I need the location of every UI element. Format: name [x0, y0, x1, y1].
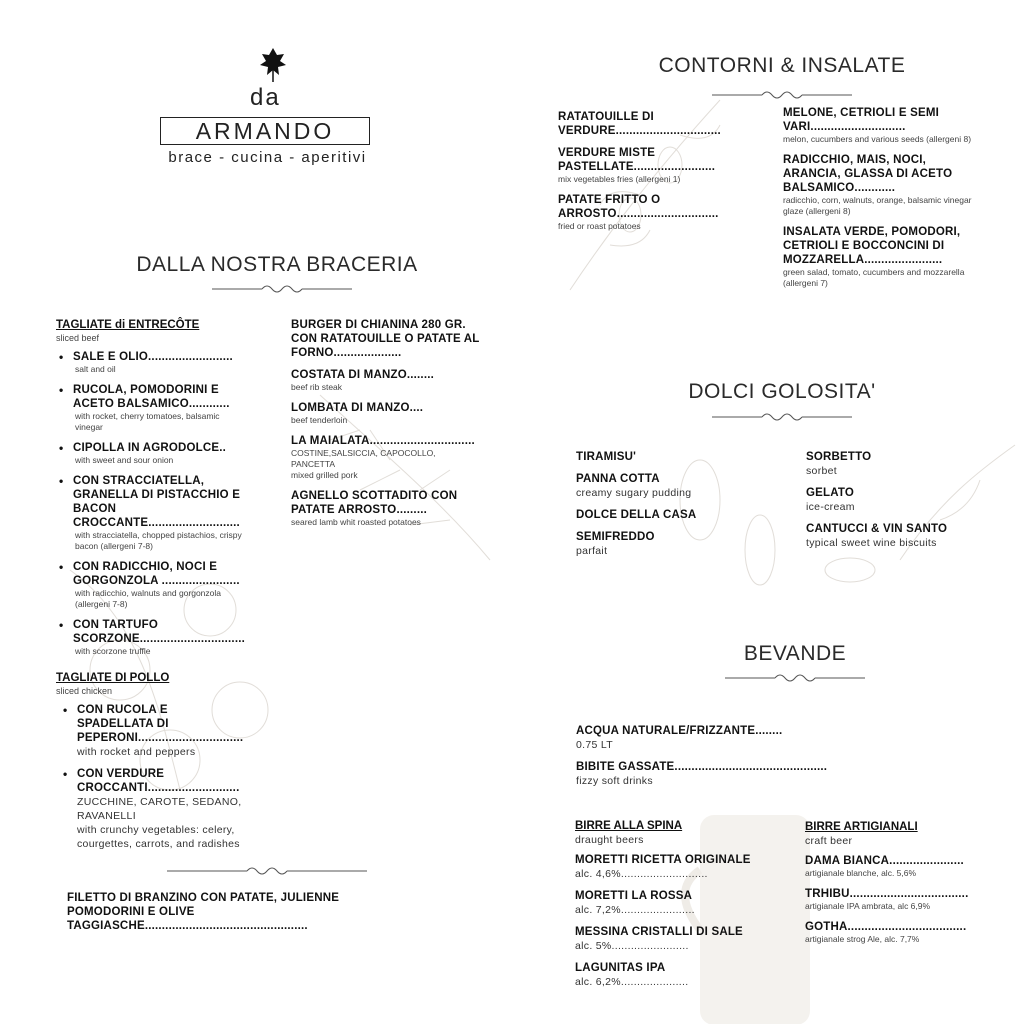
menu-item-description: green salad, tomato, cucumbers and mozzarella (allergeni 7): [783, 267, 965, 288]
menu-item-name: • CIPOLLA IN AGRODOLCE..: [73, 442, 227, 454]
menu-item-description: alc. 4,6%...........................: [575, 868, 708, 880]
menu-item-description: with sweet and sour onion: [75, 455, 174, 465]
pollo-sub: sliced chicken: [56, 686, 113, 696]
menu-item: [56, 441, 246, 466]
menu-item: [291, 434, 481, 481]
menu-item: [56, 560, 246, 610]
menu-item-description: creamy sugary pudding: [576, 487, 692, 499]
menu-item-name: COSTATA DI MANZO........: [291, 369, 435, 381]
menu-item: [806, 450, 996, 478]
menu-item-description: with rocket and peppers: [77, 746, 196, 758]
menu-item: [576, 530, 766, 558]
menu-item-name: • SALE E OLIO.........................: [73, 351, 233, 363]
menu-item: [575, 853, 775, 881]
ornament-divider: [712, 411, 852, 423]
menu-item: [806, 486, 996, 514]
ornament-divider: [712, 89, 852, 101]
menu-item: [575, 925, 775, 953]
artigianali-header: BIRRE ARTIGIANALI: [805, 821, 918, 833]
entrecote-list: [56, 350, 246, 657]
menu-item-description: alc. 5%........................: [575, 940, 689, 952]
menu-item: [576, 724, 836, 752]
menu-item-name: • CON RADICCHIO, NOCI E GORGONZOLA .......................: [73, 561, 240, 587]
menu-item-name: PANNA COTTA: [576, 473, 660, 485]
ornament-divider: [167, 865, 367, 877]
menu-item-name: CANTUCCI & VIN SANTO: [806, 523, 948, 535]
menu-item: [806, 522, 996, 550]
artigianali-section: [805, 820, 980, 953]
menu-item: [56, 618, 246, 657]
menu-item-description: mixed grilled pork: [291, 470, 358, 480]
pollo-header: TAGLIATE DI POLLO: [56, 672, 170, 684]
menu-item-description: salt and oil: [75, 364, 116, 374]
artigianali-list: [805, 854, 980, 945]
fish-dish: FILETTO DI BRANZINO CON PATATE, JULIENNE POMODORINI E OLIVE TAGGIASCHE................................................: [67, 892, 340, 932]
menu-item-description: alc. 6,2%.....................: [575, 976, 689, 988]
menu-item-name: ACQUA NATURALE/FRIZZANTE........: [576, 725, 783, 737]
menu-item-description: fried or roast potatoes: [558, 221, 641, 231]
menu-item-description: COSTINE,SALSICCIA, CAPOCOLLO, PANCETTA: [291, 448, 436, 469]
menu-item-description: ZUCCHINE, CAROTE, SEDANO, RAVANELLI: [77, 796, 242, 822]
menu-item-description: 0.75 LT: [576, 739, 613, 751]
menu-item: [805, 920, 980, 945]
menu-item: [558, 146, 718, 185]
ornament-divider: [212, 283, 352, 295]
menu-item: [783, 153, 973, 217]
artigianali-sub: craft beer: [805, 835, 853, 847]
menu-item-name: • CON TARTUFO SCORZONE...............................: [73, 619, 246, 645]
contorni-right: [783, 106, 973, 297]
menu-item-description: parfait: [576, 545, 608, 557]
logo: [155, 45, 380, 175]
menu-item-description: mix vegetables fries (allergeni 1): [558, 174, 681, 184]
menu-item-name: MORETTI RICETTA ORIGINALE: [575, 854, 751, 866]
menu-item-description: radicchio, corn, walnuts, orange, balsamic vinegar glaze (allergeni 8): [783, 195, 972, 216]
dolci-title: DOLCI GOLOSITA': [688, 380, 876, 403]
menu-item-name: RADICCHIO, MAIS, NOCI, ARANCIA, GLASSA DI ACETO BALSAMICO............: [783, 154, 953, 194]
menu-item-description: with radicchio, walnuts and gorgonzola (allergeni 7-8): [75, 588, 222, 609]
spina-section: [575, 819, 775, 997]
logo-tagline: brace - cucina - aperitivi: [168, 149, 367, 166]
menu-item-description: typical sweet wine biscuits: [806, 537, 937, 549]
menu-item-description: with rocket, cherry tomatoes, balsamic vinegar: [75, 411, 220, 432]
menu-item-name: LA MAIALATA...............................: [291, 435, 475, 447]
spina-header: BIRRE ALLA SPINA: [575, 820, 683, 832]
menu-item: [575, 889, 775, 917]
menu-item-description: with crunchy vegetables: celery, courgettes, carrots, and radishes: [77, 824, 240, 850]
menu-item-name: MORETTI LA ROSSA: [575, 890, 693, 902]
menu-item: [576, 450, 766, 464]
grape-leaf-icon: [260, 48, 286, 82]
menu-item: [576, 508, 766, 522]
menu-item-name: SORBETTO: [806, 451, 872, 463]
contorni-left: [558, 110, 721, 240]
menu-item-name: LOMBATA DI MANZO....: [291, 402, 424, 414]
menu-item-name: TIRAMISU': [576, 451, 637, 463]
menu-item-description: sorbet: [806, 465, 837, 477]
spina-list: [575, 853, 775, 989]
logo-name-box: [160, 117, 370, 145]
entrecote-section: [56, 318, 246, 657]
menu-item-name: MESSINA CRISTALLI DI SALE: [575, 926, 743, 938]
menu-item-name: AGNELLO SCOTTADITO CON PATATE ARROSTO.........: [291, 490, 458, 516]
menu-item: [56, 383, 246, 433]
braceria-right: [291, 318, 481, 536]
menu-item-description: seared lamb whit roasted potatoes: [291, 517, 421, 527]
menu-item-name: BURGER DI CHIANINA 280 GR. CON RATATOUILLE O PATATE AL FORNO....................: [291, 319, 480, 359]
menu-item: [783, 106, 973, 145]
menu-item-name: BIBITE GASSATE.............................................: [576, 761, 828, 773]
menu-item-description: beef rib steak: [291, 382, 343, 392]
menu-item-name: TRHIBU...................................: [805, 888, 969, 900]
menu-item: [56, 474, 246, 552]
menu-item: [291, 318, 481, 360]
menu-item-name: • CON VERDURE CROCCANTI...........................: [77, 768, 240, 794]
menu-item: [291, 489, 481, 528]
menu-item-description: artigianale strog Ale, alc. 7,7%: [805, 934, 920, 944]
logo-da: da: [250, 84, 281, 111]
menu-item: [56, 350, 246, 375]
menu-item: [783, 225, 973, 289]
pollo-list: [56, 703, 246, 851]
menu-item: [60, 703, 246, 759]
bevande-list: [576, 724, 836, 796]
dolci-right: [806, 450, 996, 558]
ornament-divider: [725, 672, 865, 684]
menu-item-name: • CON STRACCIATELLA, GRANELLA DI PISTACCHIO E BACON CROCCANTE...........................: [73, 475, 241, 529]
menu-item-name: RATATOUILLE DI VERDURE...............................: [558, 111, 721, 137]
menu-item-name: GOTHA...................................: [805, 921, 967, 933]
menu-item: [576, 760, 836, 788]
menu-item-description: melon, cucumbers and various seeds (allergeni 8): [783, 134, 972, 144]
menu-item-name: SEMIFREDDO: [576, 531, 655, 543]
menu-item-description: artigianale blanche, alc. 5,6%: [805, 868, 917, 878]
bevande-title: BEVANDE: [743, 642, 847, 665]
spina-sub: draught beers: [575, 834, 644, 846]
menu-item-description: beef tenderloin: [291, 415, 348, 425]
menu-item-description: alc. 7,2%.......................: [575, 904, 695, 916]
menu-item: [805, 887, 980, 912]
menu-item-description: with stracciatella, chopped pistachios, crispy bacon (allergeni 7-8): [75, 530, 242, 551]
menu-item: [558, 193, 718, 232]
menu-item: [291, 401, 481, 426]
entrecote-header: TAGLIATE di ENTRECÔTE: [56, 319, 200, 331]
menu-item: [558, 110, 721, 138]
menu-item-name: PATATE FRITTO O ARROSTO..............................: [558, 194, 719, 220]
braceria-title: DALLA NOSTRA BRACERIA: [136, 253, 418, 276]
menu-item-name: VERDURE MISTE PASTELLATE........................: [558, 147, 716, 173]
menu-item-name: GELATO: [806, 487, 855, 499]
entrecote-sub: sliced beef: [56, 333, 100, 343]
logo-name: ARMANDO: [195, 118, 335, 144]
menu-item: [60, 767, 246, 851]
menu-item: [291, 368, 481, 393]
menu-item-description: fizzy soft drinks: [576, 775, 653, 787]
menu-item-description: artigianale IPA ambrata, alc 6,9%: [805, 901, 931, 911]
dolci-left: [576, 450, 766, 566]
contorni-title: CONTORNI & INSALATE: [658, 54, 906, 77]
menu-item-name: • RUCOLA, POMODORINI E ACETO BALSAMICO............: [73, 384, 230, 410]
pollo-section: [56, 671, 246, 851]
menu-item-name: INSALATA VERDE, POMODORI, CETRIOLI E BOCCONCINI DI MOZZARELLA.......................: [783, 226, 961, 266]
menu-item-description: with scorzone truffle: [75, 646, 151, 656]
menu-item-description: ice-cream: [806, 501, 855, 513]
menu-item-name: LAGUNITAS IPA: [575, 962, 666, 974]
menu-item: [576, 472, 766, 500]
menu-item-name: • CON RUCOLA E SPADELLATA DI PEPERONI...............................: [77, 704, 244, 744]
menu-item-name: DAMA BIANCA......................: [805, 855, 964, 867]
menu-item: [575, 961, 775, 989]
menu-item-name: MELONE, CETRIOLI E SEMI VARI............................: [783, 107, 940, 133]
menu-item-name: DOLCE DELLA CASA: [576, 509, 697, 521]
menu-item: [805, 854, 980, 879]
